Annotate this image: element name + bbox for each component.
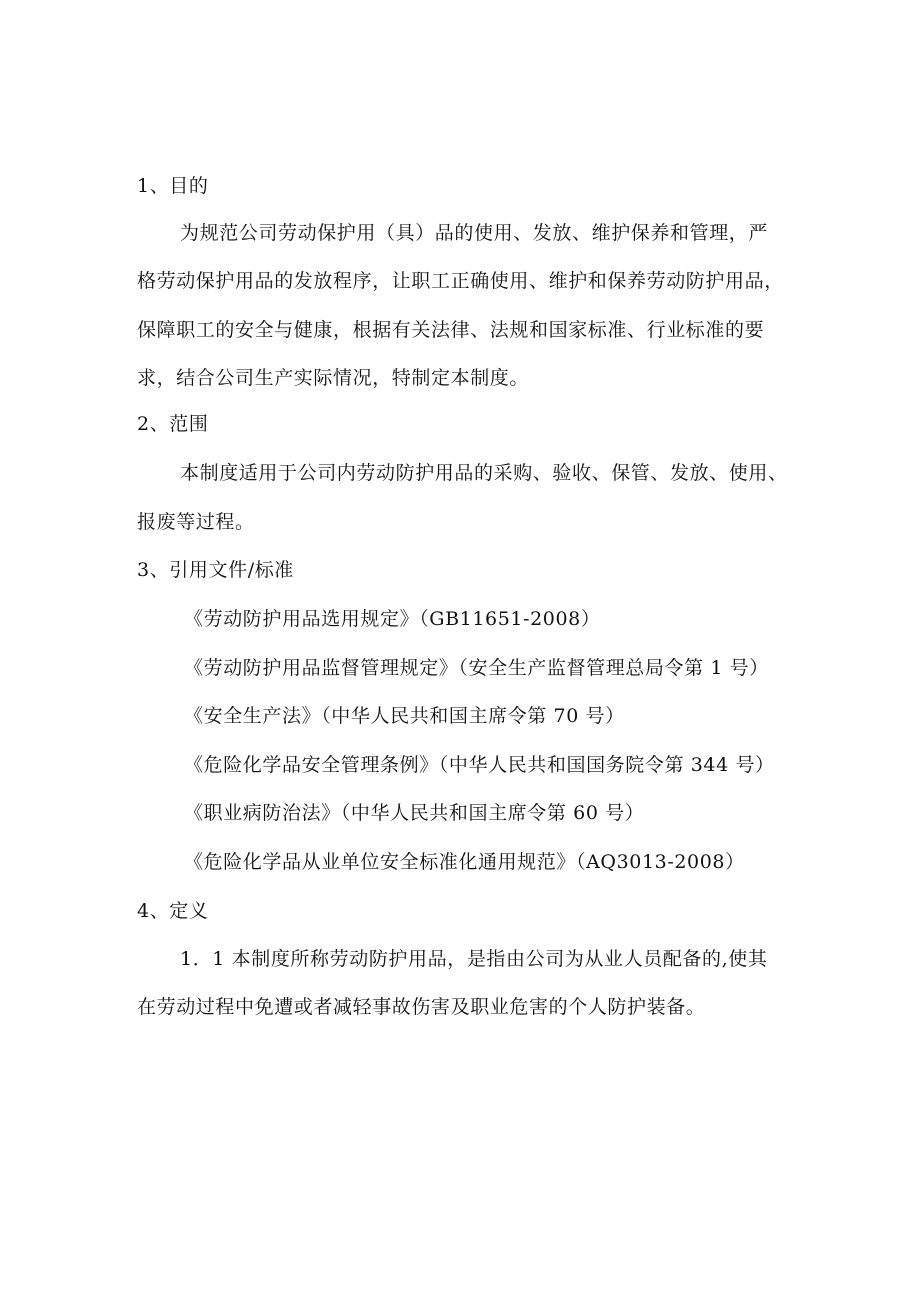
section-4-paragraph-line-2: 在劳动过程中免遭或者减轻事故伤害及职业危害的个人防护装备。 [137,996,706,1018]
reference-item: 《危险化学品安全管理条例》（中华人民共和国国务院令第 344 号） [184,754,775,776]
reference-item: 《劳动防护用品监督管理规定》（安全生产监督管理总局令第 1 号） [184,657,769,679]
section-2-heading: 2、范围 [137,413,209,435]
reference-item: 《劳动防护用品选用规定》（GB11651-2008） [184,608,601,630]
section-2-paragraph-line-2: 报废等过程。 [137,511,255,533]
section-1-paragraph-line-1: 为规范公司劳动保护用（具）品的使用、发放、维护保养和管理，严 [180,222,769,244]
section-1-paragraph-line-2: 格劳动保护用品的发放程序，让职工正确使用、维护和保养劳动防护用品， [137,270,784,292]
section-2-paragraph-line-1: 本制度适用于公司内劳动防护用品的采购、验收、保管、发放、使用、 [180,462,788,484]
section-1-paragraph-line-4: 求，结合公司生产实际情况，特制定本制度。 [137,367,530,389]
section-1-paragraph-line-3: 保障职工的安全与健康，根据有关法律、法规和国家标准、行业标准的要 [137,319,765,341]
section-4-heading: 4、定义 [137,900,209,922]
section-4-paragraph-line-1: 1．1 本制度所称劳动防护用品，是指由公司为从业人员配备的,使其 [180,948,768,970]
reference-item: 《危险化学品从业单位安全标准化通用规范》（AQ3013-2008） [184,851,745,873]
reference-item: 《安全生产法》（中华人民共和国主席令第 70 号） [184,705,625,727]
reference-item: 《职业病防治法》（中华人民共和国主席令第 60 号） [184,802,645,824]
section-3-heading: 3、引用文件/标准 [137,559,294,581]
section-1-heading: 1、目的 [137,175,209,197]
